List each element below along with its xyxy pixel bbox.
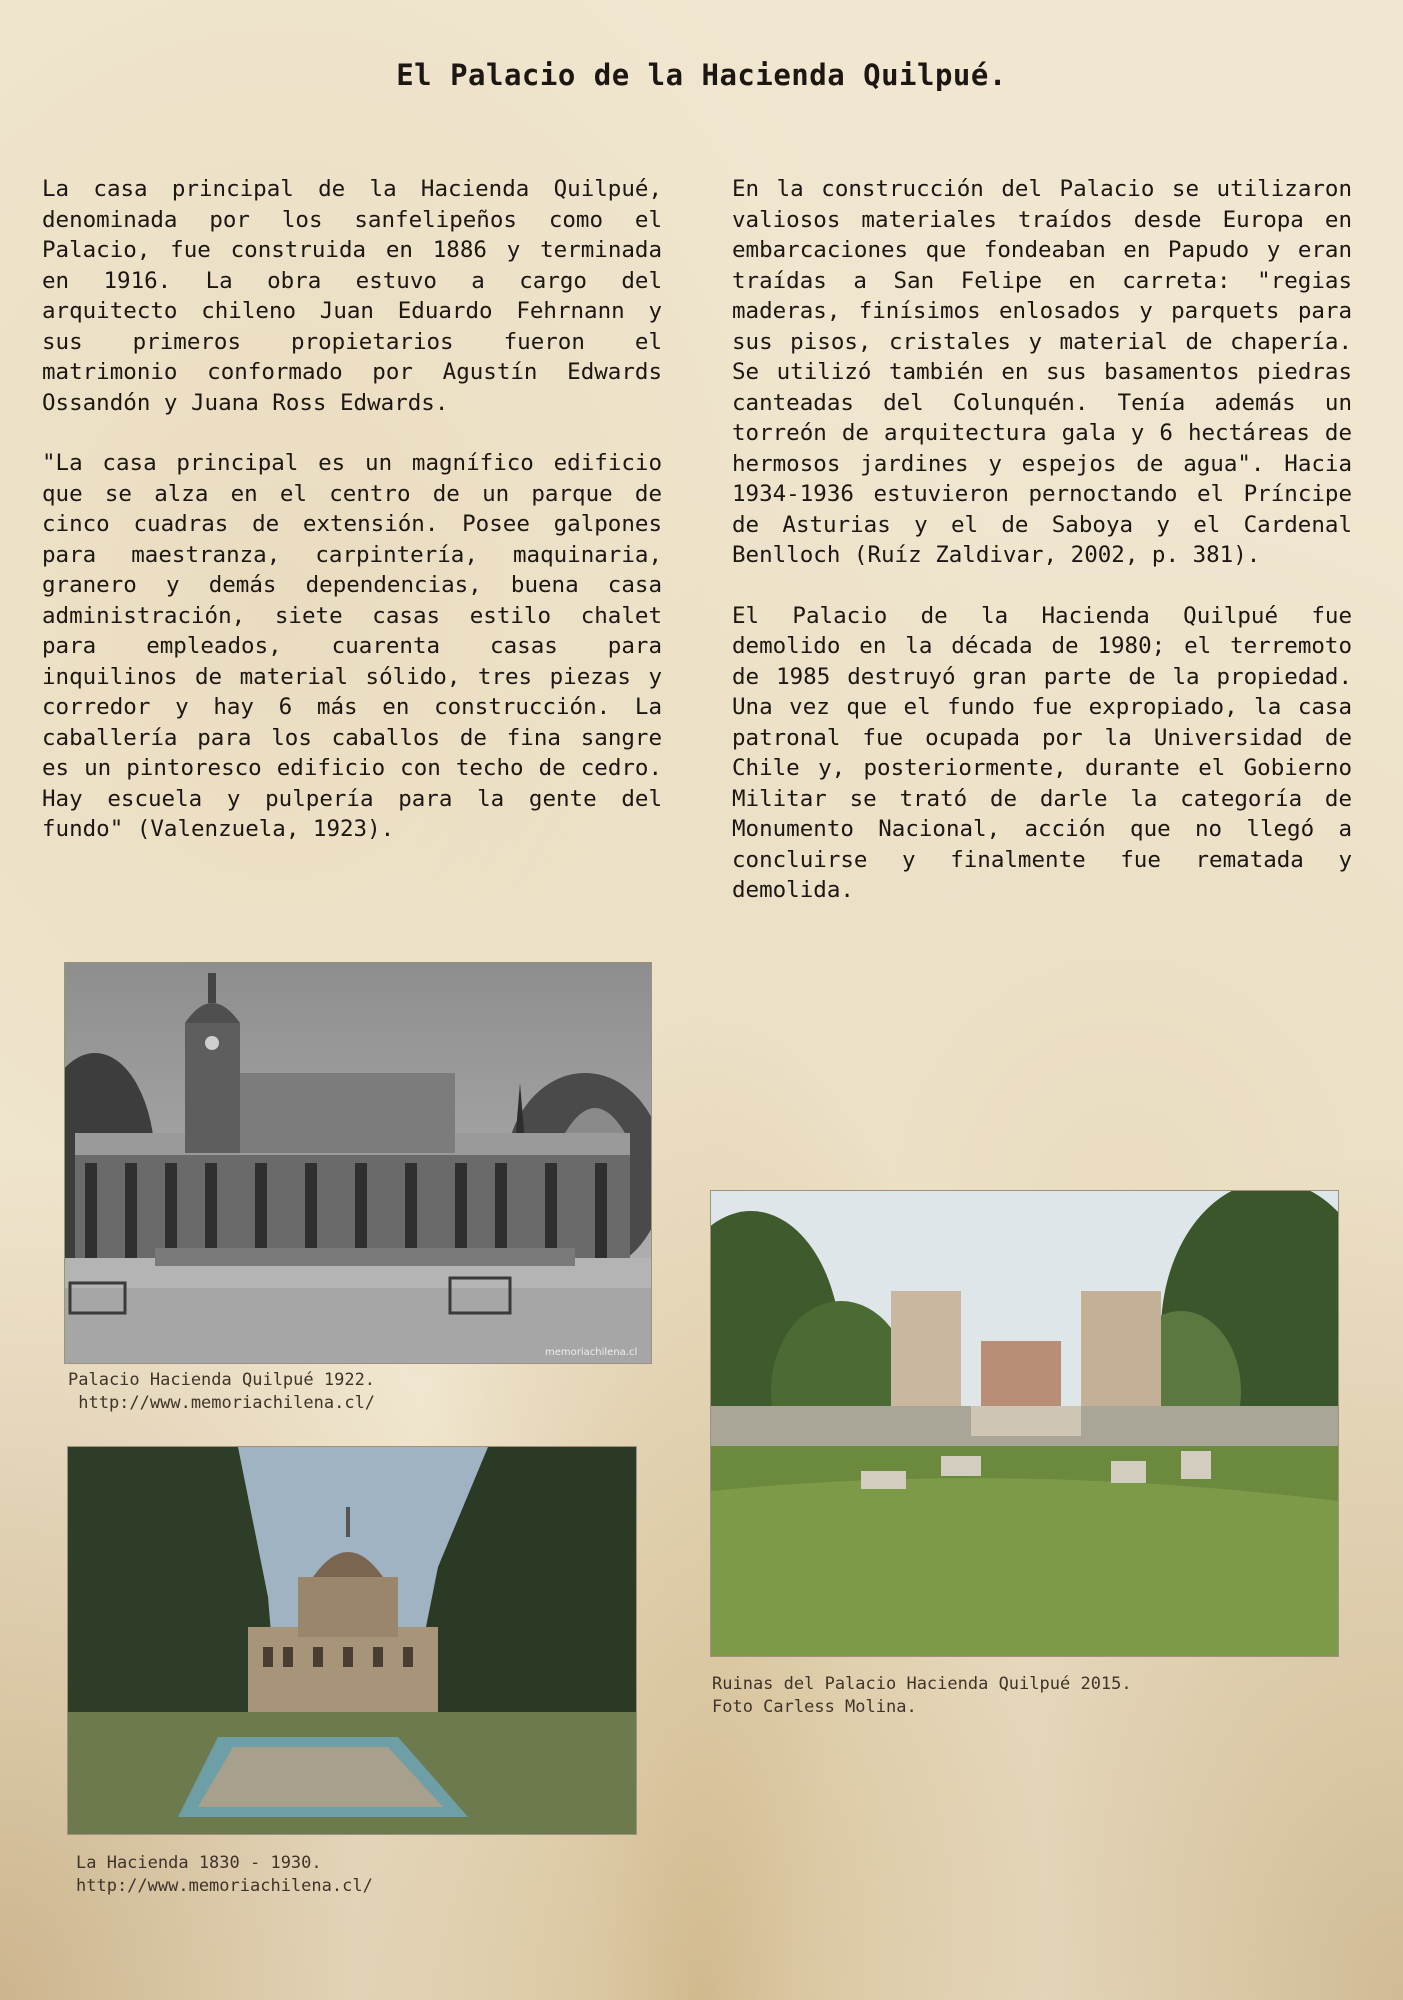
- caption-line: Ruinas del Palacio Hacienda Quilpué 2015.: [712, 1674, 1132, 1694]
- caption-palace-1922: [68, 1369, 375, 1415]
- palace-1922-photo: [64, 962, 652, 1364]
- caption-source: http://www.memoriachilena.cl/: [68, 1393, 376, 1413]
- caption-ruins: [712, 1673, 1132, 1719]
- ruins-2015-photo: [710, 1190, 1339, 1657]
- paragraph: El Palacio de la Hacienda Quilpué fue demolido en la década de 1980; el terremoto de 1985 destruyó gran parte de la propiedad. Una vez que el fundo fue expropiado, la casa patronal fue ocupada por la Universidad de Chile y, posteriormente, durante el Gobierno Militar se trató de darle la categoría de Monumento Nacional, acción que no llegó a concluirse y finalmente fue rematada y demolida.: [732, 602, 1352, 903]
- paragraph: La casa principal de la Hacienda Quilpué, denominada por los sanfelipeños como el Palacio, fue construida en 1886 y terminada en 1916. La obra estuvo a cargo del arquitecto chileno Juan Eduardo Fehrnann y sus primeros propietarios fueron el matrimonio conformado por Agustín Edwards Ossandón y Juana Ross Edwards.: [42, 176, 662, 416]
- left-text-column: [42, 174, 662, 875]
- caption-credit: Foto Carless Molina.: [712, 1697, 917, 1717]
- page-title: El Palacio de la Hacienda Quilpué.: [396, 58, 1007, 92]
- palace-1922-image: [65, 963, 651, 1363]
- paragraph: "La casa principal es un magnífico edificio que se alza en el centro de un parque de cinco cuadras de extensión. Posee galpones para maestranza, carpintería, maquinaria, granero y demás dependencias, buena casa administración, siete casas estilo chalet para empleados, cuarenta casas para inquilinos de material sólido, tres piezas y corredor y hay 6 más en construcción. La caballería para los caballos de fina sangre es un pintoresco edificio con techo de cedro. Hay escuela y pulpería para la gente del fundo" (Valenzuela, 1923).: [42, 450, 662, 842]
- watermark-text: memoriachilena.cl: [545, 1347, 638, 1358]
- hacienda-color-image: [68, 1447, 636, 1834]
- caption-line: Palacio Hacienda Quilpué 1922.: [68, 1370, 376, 1390]
- ruins-2015-image: [711, 1191, 1338, 1656]
- paragraph: En la construcción del Palacio se utilizaron valiosos materiales traídos desde Europa en embarcaciones que fondeaban en Papudo y eran traídas a San Felipe en carreta: "regias maderas, finísimos enlosados y parquets para sus pisos, cristales y material de chapería. Se utilizó también en sus basamentos piedras canteadas del Colunquén. Tenía además un torreón de arquitectura gala y 6 hectáreas de hermosos jardines y espejos de agua". Hacia 1934-1936 estuvieron pernoctando el Príncipe de Asturias y el de Saboya y el Cardenal Benlloch (Ruíz Zaldivar, 2002, p. 381).: [732, 176, 1352, 568]
- hacienda-color-photo: [67, 1446, 637, 1835]
- right-text-column: [732, 174, 1352, 936]
- caption-source: http://www.memoriachilena.cl/: [76, 1876, 373, 1896]
- caption-hacienda: [76, 1852, 373, 1898]
- caption-line: La Hacienda 1830 - 1930.: [76, 1853, 322, 1873]
